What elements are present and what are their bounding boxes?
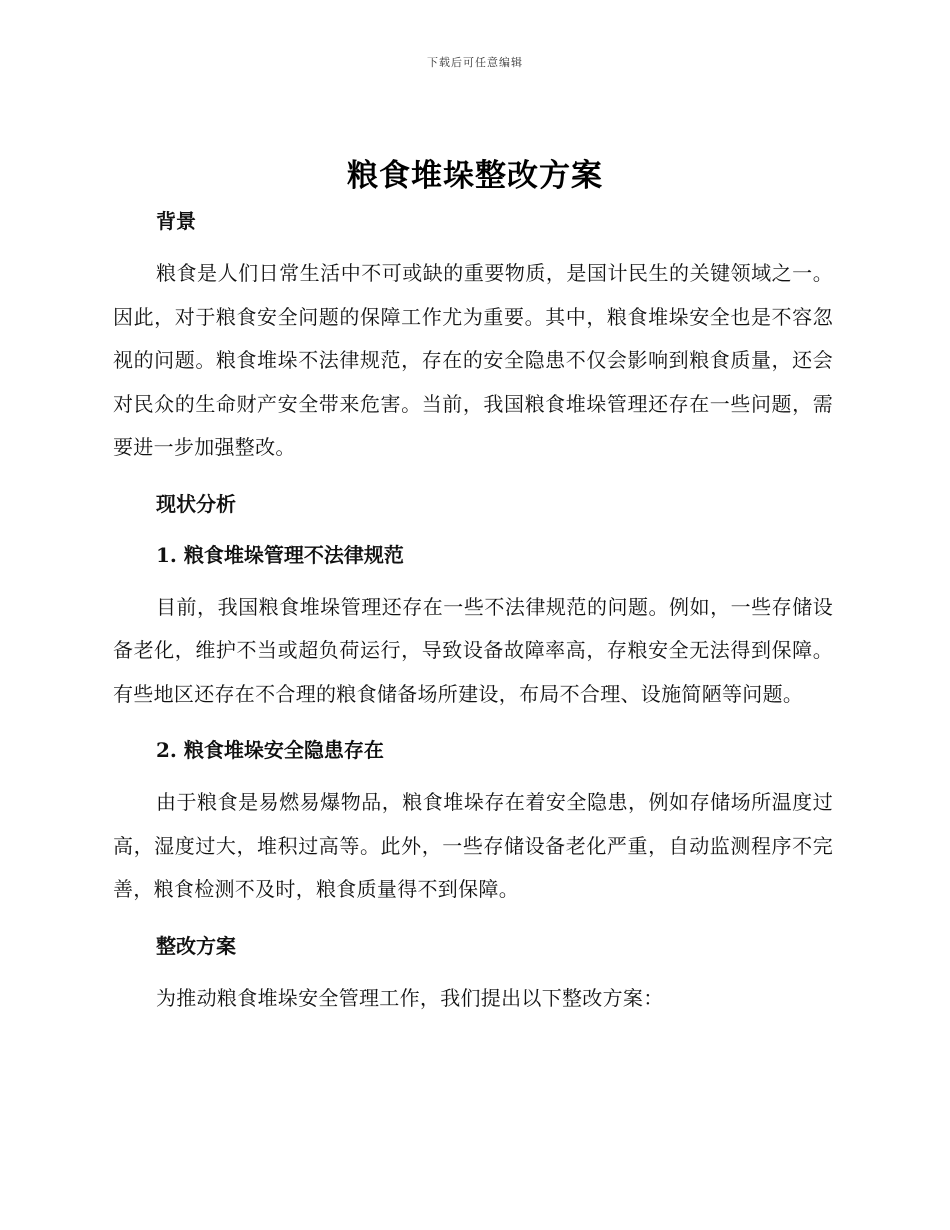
section-heading-background: 背景 [156,209,196,233]
paragraph-management-issue: 目前，我国粮食堆垛管理还存在一些不法律规范的问题。例如，一些存储设备老化，维护不当或超负荷运行，导致设备故障率高，存粮安全无法得到保障。有些地区还存在不合理的粮食储备场所建设，布局不合理、设施简陋等问题。 [113,594,833,706]
document-body [113,204,833,1020]
section-heading-plan: 整改方案 [156,933,236,958]
header-note: 下载后可任意编辑 [427,56,523,69]
section-heading-analysis: 现状分析 [156,491,236,516]
paragraph-plan-intro: 为推动粮食堆垛安全管理工作，我们提出以下整改方案： [156,985,664,1010]
subheading-safety-hazard: 2. 粮食堆垛安全隐患存在 [156,738,384,762]
document-title: 粮食堆垛整改方案 [347,158,603,194]
subheading-management-issue: 1. 粮食堆垛管理不法律规范 [156,542,404,567]
paragraph-background: 粮食是人们日常生活中不可或缺的重要物质，是国计民生的关键领域之一。因此，对于粮食安全问题的保障工作尤为重要。其中，粮食堆垛安全也是不容忽视的问题。粮食堆垛不法律规范，存在的安全隐患不仅会影响到粮食质量，还会对民众的生命财产安全带来危害。当前，我国粮食堆垛管理还存在一些问题，需要进一步加强整改。 [113,261,833,459]
paragraph-safety-hazard: 由于粮食是易燃易爆物品，粮食堆垛存在着安全隐患，例如存储场所温度过高，湿度过大，堆积过高等。此外，一些存储设备老化严重，自动监测程序不完善，粮食检测不及时，粮食质量得不到保障。 [113,790,833,901]
